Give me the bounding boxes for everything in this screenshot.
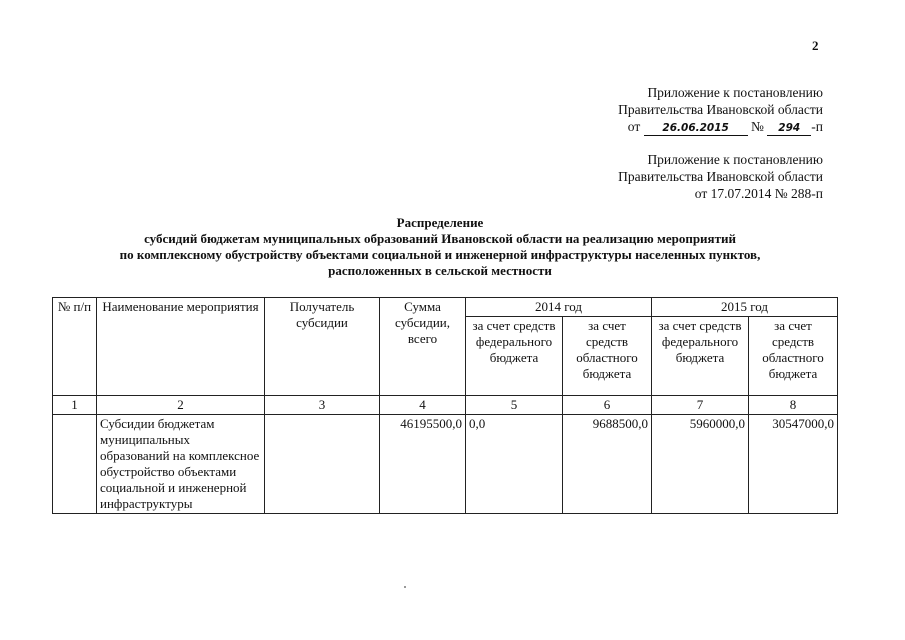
title-line1: Распределение: [396, 215, 484, 230]
scan-speck: [404, 586, 406, 588]
appendix-current-line3: [618, 118, 823, 136]
handwritten-number: 294: [767, 122, 811, 136]
row-recipient: [265, 415, 380, 514]
header-num: № п/п: [53, 298, 97, 396]
handwritten-date: 26.06.2015: [644, 122, 748, 136]
title-line3: по комплексному обустройству объектами социальной и инженерной инфраструктуры населенных пунктов,: [119, 247, 761, 262]
title-line2: субсидий бюджетам муниципальных образований Ивановской области на реализацию мероприятий: [144, 231, 736, 246]
title-line4: расположенных в сельской местности: [328, 263, 552, 278]
col-number: 7: [652, 396, 749, 415]
row-total: 46195500,0: [380, 415, 466, 514]
appendix-previous-line1: Приложение к постановлению: [647, 152, 823, 167]
page-number: 2: [812, 38, 819, 53]
col-number: 5: [466, 396, 563, 415]
number-label: №: [751, 119, 764, 134]
header-year-2014: 2014 год: [466, 298, 652, 317]
appendix-current-line1: Приложение к постановлению: [647, 85, 823, 100]
header-row-main: [53, 298, 838, 317]
from-label: от: [627, 119, 641, 134]
subsidy-table: [52, 297, 838, 514]
row-event: Субсидии бюджетам муниципальных образований на комплексное обустройство объектами социальной и инженерной инфраструктуры: [97, 415, 265, 514]
header-reg-2015: за счет средств областного бюджета: [749, 317, 838, 396]
row-fed-2015: 5960000,0: [652, 415, 749, 514]
header-fed-2015: за счет средств федерального бюджета: [652, 317, 749, 396]
col-number: 4: [380, 396, 466, 415]
appendix-current: [618, 84, 823, 136]
row-reg-2015: 30547000,0: [749, 415, 838, 514]
header-reg-2014: за счет средств областного бюджета: [563, 317, 652, 396]
appendix-previous-line2: Правительства Ивановской области: [618, 169, 823, 184]
row-num: [53, 415, 97, 514]
row-fed-2014: 0,0: [466, 415, 563, 514]
col-number: 2: [97, 396, 265, 415]
header-year-2015: 2015 год: [652, 298, 838, 317]
col-number: 8: [749, 396, 838, 415]
appendix-previous: [618, 151, 823, 202]
document-title: [50, 215, 830, 279]
appendix-current-line2: Правительства Ивановской области: [618, 102, 823, 117]
header-event: Наименование мероприятия: [97, 298, 265, 396]
row-reg-2014: 9688500,0: [563, 415, 652, 514]
col-number: 6: [563, 396, 652, 415]
header-fed-2014: за счет средств федерального бюджета: [466, 317, 563, 396]
header-total: Сумма субсидии, всего: [380, 298, 466, 396]
col-number: 1: [53, 396, 97, 415]
table-row: [53, 415, 838, 514]
column-numbers-row: [53, 396, 838, 415]
appendix-previous-line3: от 17.07.2014 № 288-п: [694, 186, 823, 201]
header-recipient: Получатель субсидии: [265, 298, 380, 396]
col-number: 3: [265, 396, 380, 415]
number-suffix: -п: [811, 119, 823, 134]
